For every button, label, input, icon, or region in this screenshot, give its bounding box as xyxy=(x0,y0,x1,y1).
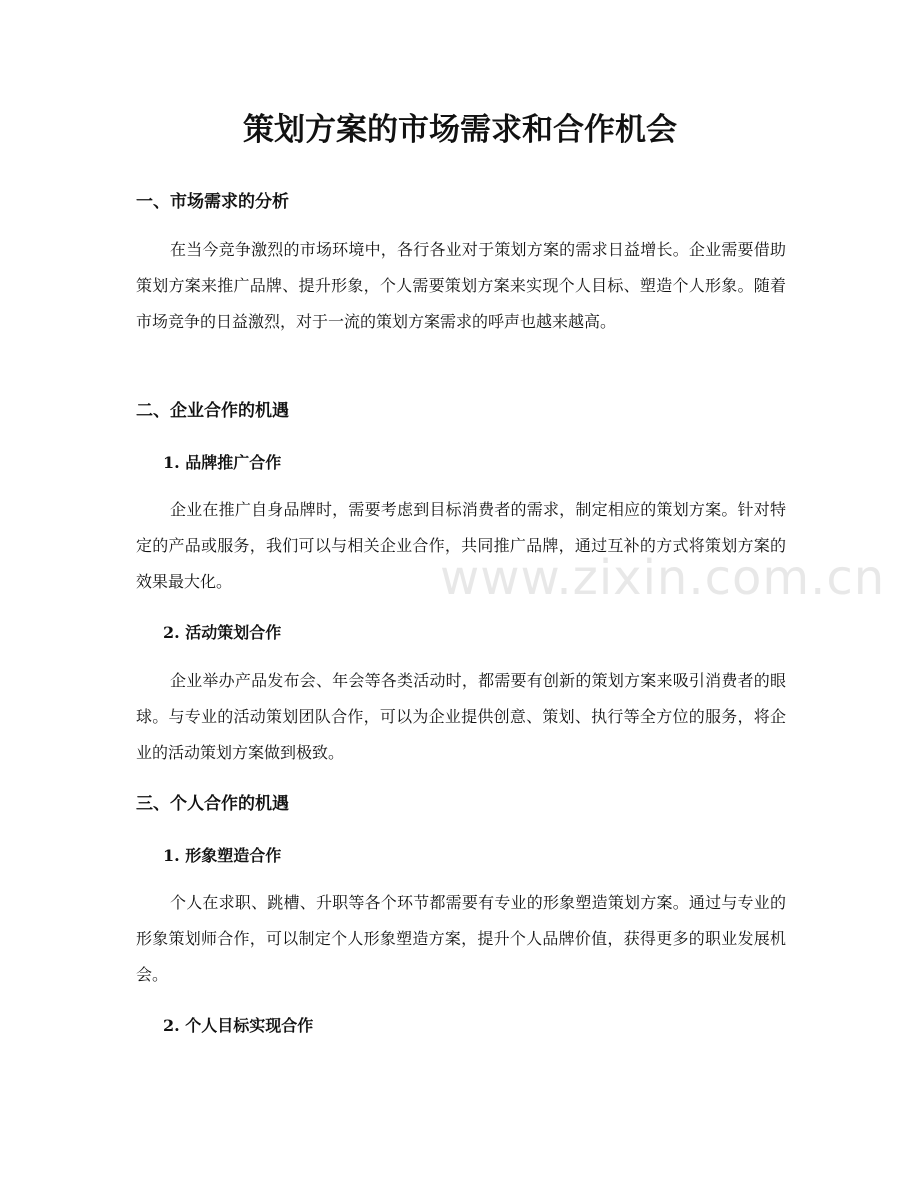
subsection-heading-event-planning: 2. 活动策划合作 xyxy=(163,623,282,642)
document-title: 策划方案的市场需求和合作机会 xyxy=(243,112,677,148)
subsection-heading-image-building: 1. 形象塑造合作 xyxy=(163,846,282,865)
section-paragraph-market-demand: 在当今竞争激烈的市场环境中，各行各业对于策划方案的需求日益增长。企业需要借助策划方案来推广品牌、提升形象，个人需要策划方案来实现个人目标、塑造个人形象。随着市场竞争的日益激烈，对于一流的策划方案需求的呼声也越来越高。 xyxy=(136,240,786,331)
subsection-paragraph-brand-promotion: 企业在推广自身品牌时，需要考虑到目标消费者的需求，制定相应的策划方案。针对特定的产品或服务，我们可以与相关企业合作，共同推广品牌，通过互补的方式将策划方案的效果最大化。 xyxy=(136,500,786,591)
subsection-paragraph-image-building: 个人在求职、跳槽、升职等各个环节都需要有专业的形象塑造策划方案。通过与专业的形象策划师合作，可以制定个人形象塑造方案，提升个人品牌价值，获得更多的职业发展机会。 xyxy=(136,893,786,984)
section-heading-market-demand: 一、市场需求的分析 xyxy=(136,192,289,212)
subsection-heading-brand-promotion: 1. 品牌推广合作 xyxy=(163,453,282,472)
section-heading-personal-cooperation: 三、个人合作的机遇 xyxy=(136,794,289,814)
subsection-heading-personal-goals: 2. 个人目标实现合作 xyxy=(163,1016,314,1035)
section-heading-enterprise-cooperation: 二、企业合作的机遇 xyxy=(136,401,289,421)
watermark: www.zixin.com.cn xyxy=(440,550,886,606)
subsection-paragraph-event-planning: 企业举办产品发布会、年会等各类活动时，都需要有创新的策划方案来吸引消费者的眼球。与专业的活动策划团队合作，可以为企业提供创意、策划、执行等全方位的服务，将企业的活动策划方案做到极致。 xyxy=(136,671,786,762)
